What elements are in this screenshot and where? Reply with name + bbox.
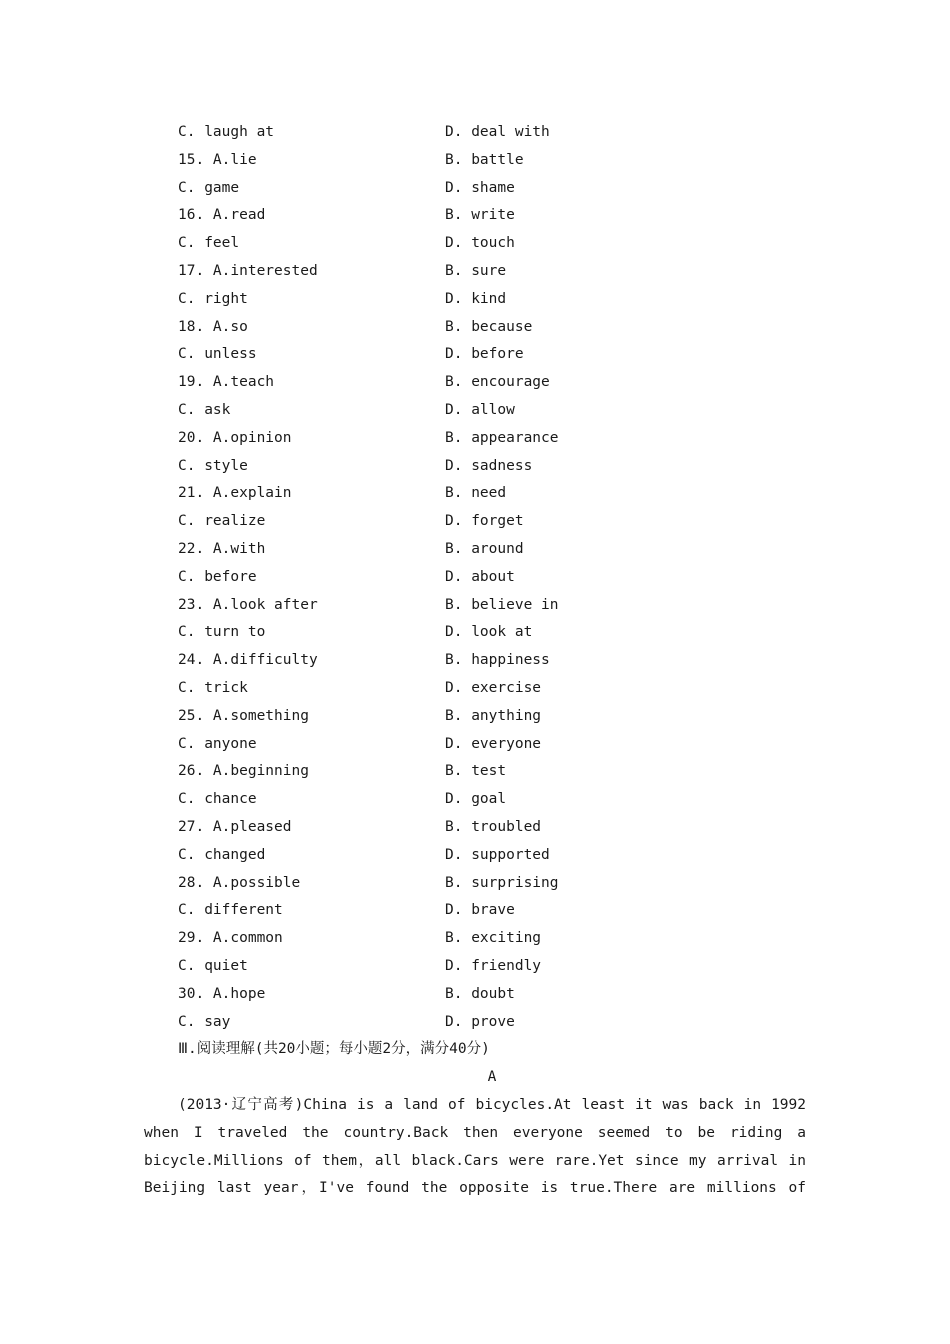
option-right: B. around — [445, 540, 524, 557]
option-right: B. appearance — [445, 429, 559, 446]
option-left: C. before — [178, 568, 257, 585]
option-row — [0, 536, 950, 564]
option-right: D. touch — [445, 235, 515, 252]
option-row — [0, 758, 950, 786]
option-left: C. feel — [178, 235, 240, 252]
option-right: D. allow — [445, 401, 515, 418]
passage-line: when I traveled the country.Back then everyone seemed to be riding a — [144, 1124, 806, 1141]
option-left: C. style — [178, 457, 248, 474]
option-right: D. everyone — [445, 735, 542, 752]
option-left: 25. A.something — [178, 707, 309, 724]
option-right: D. friendly — [445, 957, 542, 974]
option-left: C. chance — [178, 791, 257, 808]
option-right: B. exciting — [445, 930, 542, 947]
option-left: C. right — [178, 290, 248, 307]
passage-line: Beijing last year，I've found the opposite is true.There are millions of — [144, 1180, 806, 1197]
option-left: 20. A.opinion — [178, 429, 292, 446]
option-row — [0, 425, 950, 453]
answer-options-list — [0, 119, 950, 1036]
option-row — [0, 619, 950, 647]
option-row — [0, 314, 950, 342]
option-row — [0, 814, 950, 842]
option-row — [0, 480, 950, 508]
option-row — [0, 453, 950, 481]
option-right: B. doubt — [445, 985, 515, 1002]
option-right: B. anything — [445, 707, 542, 724]
option-left: 18. A.so — [178, 318, 248, 335]
option-left: C. realize — [178, 513, 266, 530]
option-right: B. sure — [445, 262, 507, 279]
option-right: D. before — [445, 346, 524, 363]
option-left: C. unless — [178, 346, 257, 363]
option-right: B. need — [445, 485, 507, 502]
option-left: 27. A.pleased — [178, 818, 292, 835]
option-row — [0, 592, 950, 620]
option-left: C. different — [178, 902, 283, 919]
option-right: B. battle — [445, 151, 524, 168]
option-row — [0, 564, 950, 592]
option-left: 19. A.teach — [178, 374, 275, 391]
option-row — [0, 925, 950, 953]
option-row — [0, 175, 950, 203]
option-right: B. troubled — [445, 818, 542, 835]
passage-line: bicycle.Millions of them，all black.Cars were rare.Yet since my arrival in — [144, 1152, 806, 1169]
option-left: C. ask — [178, 401, 231, 418]
option-right: B. test — [445, 763, 507, 780]
option-left: C. quiet — [178, 957, 248, 974]
option-row — [0, 953, 950, 981]
option-left: 26. A.beginning — [178, 763, 309, 780]
option-row — [0, 258, 950, 286]
option-row — [0, 286, 950, 314]
option-row — [0, 1009, 950, 1037]
option-left: C. say — [178, 1013, 231, 1030]
option-left: 15. A.lie — [178, 151, 257, 168]
option-right: B. encourage — [445, 374, 550, 391]
option-right: D. kind — [445, 290, 507, 307]
option-row — [0, 508, 950, 536]
option-right: D. shame — [445, 179, 515, 196]
option-left: C. anyone — [178, 735, 257, 752]
option-right: D. exercise — [445, 679, 542, 696]
option-right: D. brave — [445, 902, 515, 919]
option-left: 30. A.hope — [178, 985, 266, 1002]
option-right: D. sadness — [445, 457, 533, 474]
option-row — [0, 341, 950, 369]
option-row — [0, 731, 950, 759]
option-left: C. changed — [178, 846, 266, 863]
option-right: D. supported — [445, 846, 550, 863]
option-row — [0, 842, 950, 870]
option-right: D. about — [445, 568, 515, 585]
option-left: C. laugh at — [178, 124, 275, 140]
option-right: D. forget — [445, 513, 524, 530]
option-row — [0, 119, 950, 147]
option-left: 17. A.interested — [178, 262, 318, 279]
option-right: D. deal with — [445, 124, 550, 140]
option-row — [0, 647, 950, 675]
option-left: C. trick — [178, 679, 248, 696]
option-right: D. goal — [445, 791, 507, 808]
passage-line: (2013·辽宁高考)China is a land of bicycles.At least it was back in 1992 — [178, 1097, 806, 1113]
option-left: 23. A.look after — [178, 596, 318, 613]
option-right: B. write — [445, 207, 515, 224]
option-row — [0, 202, 950, 230]
section-heading: Ⅲ.阅读理解(共20小题；每小题2分，满分40分) — [178, 1041, 490, 1057]
option-row — [0, 397, 950, 425]
option-right: B. believe in — [445, 596, 559, 613]
option-left: 16. A.read — [178, 207, 266, 224]
option-row — [0, 147, 950, 175]
option-row — [0, 703, 950, 731]
option-left: C. game — [178, 179, 240, 196]
option-right: B. happiness — [445, 652, 550, 669]
option-left: 22. A.with — [178, 540, 266, 557]
option-left: 21. A.explain — [178, 485, 292, 502]
option-row — [0, 897, 950, 925]
option-right: B. because — [445, 318, 533, 335]
option-left: 28. A.possible — [178, 874, 301, 891]
option-row — [0, 870, 950, 898]
option-row — [0, 675, 950, 703]
option-row — [0, 369, 950, 397]
option-row — [0, 981, 950, 1009]
option-left: 24. A.difficulty — [178, 652, 318, 669]
option-right: B. surprising — [445, 874, 559, 891]
reading-passage — [144, 1092, 806, 1203]
option-right: D. look at — [445, 624, 533, 641]
option-right: D. prove — [445, 1013, 515, 1030]
option-row — [0, 230, 950, 258]
option-left: C. turn to — [178, 624, 266, 641]
option-row — [0, 786, 950, 814]
option-left: 29. A.common — [178, 930, 283, 947]
passage-label: A — [487, 1069, 497, 1085]
